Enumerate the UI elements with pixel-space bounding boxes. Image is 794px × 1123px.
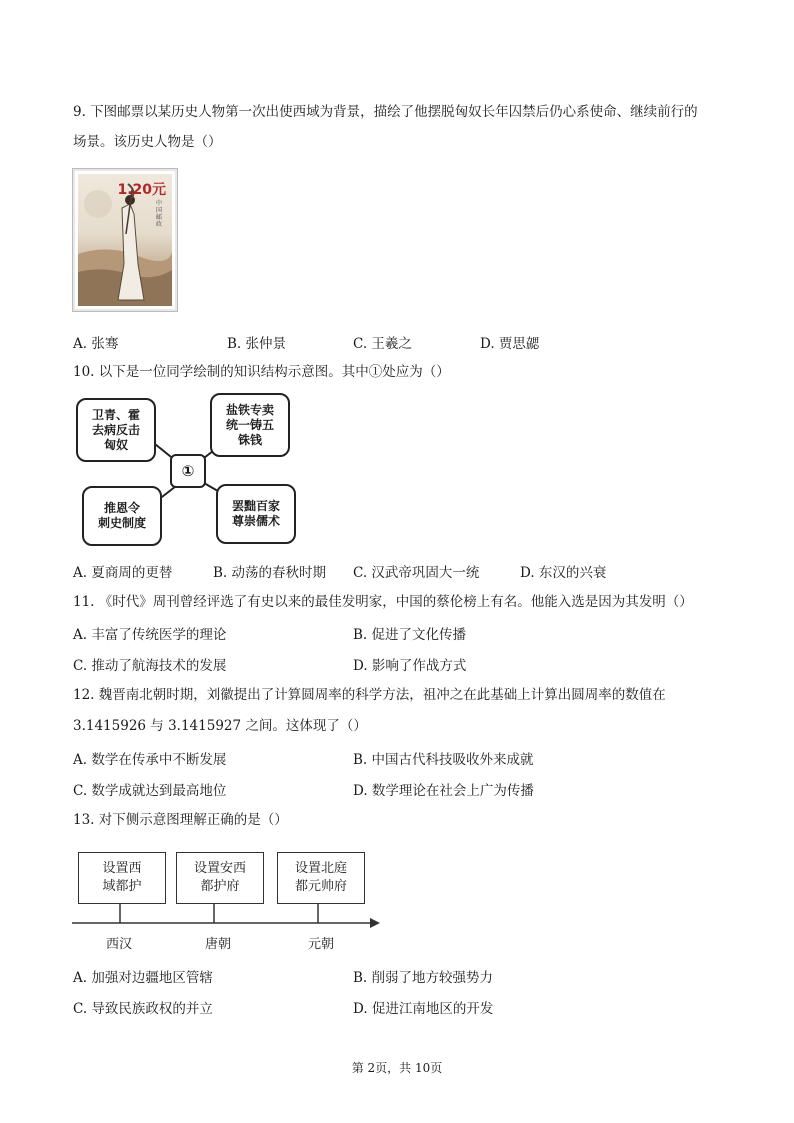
timeline-label-tang: 唐朝 <box>205 937 232 952</box>
q11-option-c: C. 推动了航海技术的发展 <box>73 658 227 674</box>
q12-option-c: C. 数学成就达到最高地位 <box>73 783 227 799</box>
q11-stem: 11. 《时代》周刊曾经评选了有史以来的最佳发明家，中国的蔡伦榜上有名。他能入选是因为其发明（） <box>73 594 693 610</box>
timeline-box-yuan: 设置北庭 都元帅府 <box>277 852 365 904</box>
timeline-label-yuan: 元朝 <box>308 937 335 952</box>
q13-option-c: C. 导致民族政权的并立 <box>73 1001 213 1017</box>
timeline-box-tang: 设置安西 都护府 <box>176 852 264 904</box>
page-footer: 第 2页，共 10页 <box>351 1061 443 1075</box>
q9-option-d: D. 贾思勰 <box>480 336 540 352</box>
node-bottom-left: 推恩令 刺史制度 <box>82 486 162 546</box>
q10-option-a: A. 夏商周的更替 <box>73 565 173 581</box>
q10-option-d: D. 东汉的兴衰 <box>520 565 607 581</box>
q10-option-c: C. 汉武帝巩固大一统 <box>353 565 480 581</box>
node-center: ① <box>170 454 206 488</box>
node-bottom-right: 罢黜百家 尊崇儒术 <box>216 484 296 544</box>
q13-stem: 13. 对下侧示意图理解正确的是（） <box>73 812 288 828</box>
q9-stem-line2: 场景。该历史人物是（） <box>73 134 222 150</box>
timeline-label-xihan: 西汉 <box>106 937 133 952</box>
q11-option-a: A. 丰富了传统医学的理论 <box>73 627 227 643</box>
stamp-country: 中国邮政 <box>156 200 163 228</box>
q9-option-b: B. 张仲景 <box>227 336 287 352</box>
q12-option-a: A. 数学在传承中不断发展 <box>73 752 227 768</box>
stamp-price: 1.20元 <box>117 182 166 198</box>
q12-stem-line2: 3.1415926 与 3.1415927 之间。这体现了（） <box>73 718 367 734</box>
q12-option-d: D. 数学理论在社会上广为传播 <box>353 783 534 799</box>
node-top-left: 卫青、霍 去病反击 匈奴 <box>76 398 156 462</box>
q10-option-b: B. 动荡的春秋时期 <box>213 565 327 581</box>
q11-option-b: B. 促进了文化传播 <box>353 627 467 643</box>
node-top-right: 盐铁专卖 统一铸五 铢钱 <box>210 393 290 457</box>
q9-option-c: C. 王羲之 <box>353 336 412 352</box>
q9-stem-line1: 9. 下图邮票以某历史人物第一次出使西域为背景，描绘了他摆脱匈奴长年囚禁后仍心系使命、继续前行的 <box>73 104 698 120</box>
q10-stem: 10. 以下是一位同学绘制的知识结构示意图。其中①处应为（） <box>73 364 450 380</box>
q13-option-d: D. 促进江南地区的开发 <box>353 1001 494 1017</box>
q9-option-a: A. 张骞 <box>73 336 119 352</box>
q12-stem-line1: 12. 魏晋南北朝时期，刘徽提出了计算圆周率的科学方法，祖冲之在此基础上计算出圆周率的数值在 <box>73 687 666 703</box>
timeline-box-xihan: 设置西 域都护 <box>78 852 166 904</box>
q11-option-d: D. 影响了作战方式 <box>353 658 467 674</box>
q13-option-a: A. 加强对边疆地区管辖 <box>73 970 213 986</box>
q13-option-b: B. 削弱了地方较强势力 <box>353 970 494 986</box>
q12-option-b: B. 中国古代科技吸收外来成就 <box>353 752 534 768</box>
